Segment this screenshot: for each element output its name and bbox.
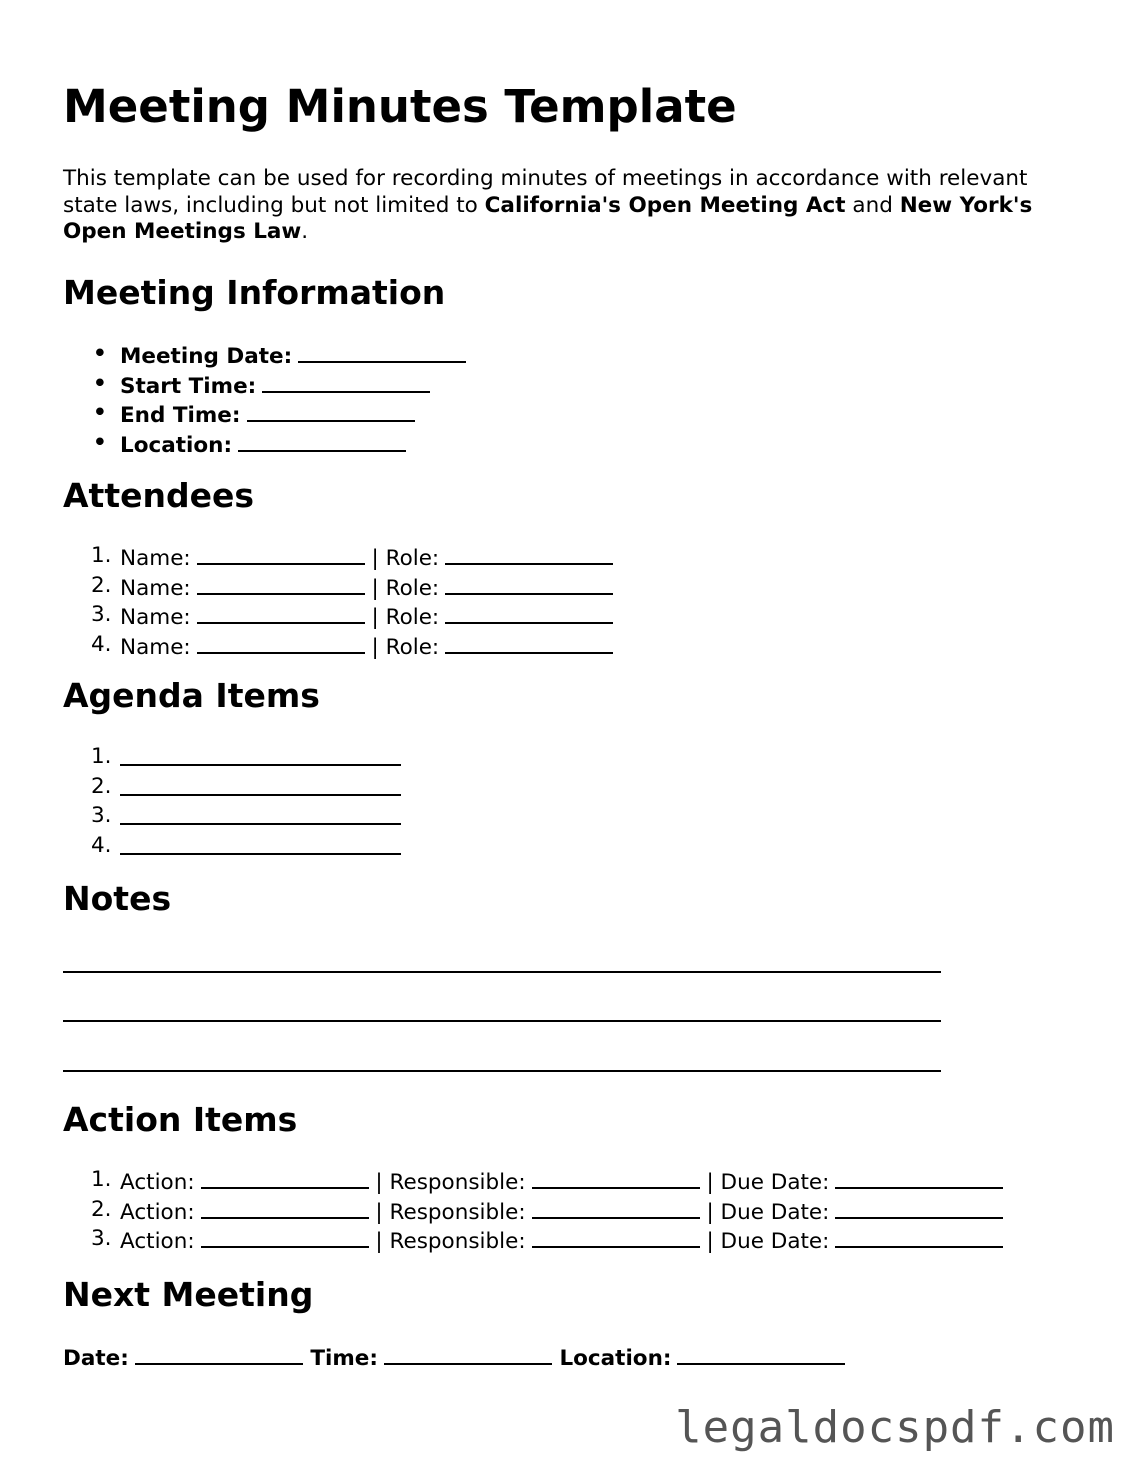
role-label: | Role: [371,546,440,571]
notes-line-3[interactable] [63,1070,941,1072]
item-number: 3. [91,602,112,628]
role-field[interactable] [445,602,613,624]
name-field[interactable] [197,602,365,624]
responsible-field[interactable] [532,1167,700,1189]
action-label: Action: [120,1199,195,1225]
section-heading-notes: Notes [63,879,172,918]
due-date-field[interactable] [835,1167,1003,1189]
item-number: 2. [91,572,112,598]
item-number: 2. [91,773,112,799]
role-label: | Role: [371,605,440,631]
name-label: Name: [120,635,191,661]
list-item [63,543,613,573]
item-number: 4. [91,833,112,859]
intro-text-2: and [845,192,900,218]
start-time-field[interactable] [262,371,430,393]
item-number: 4. [91,632,112,658]
due-date-label: | Due Date: [706,1170,830,1195]
next-date-field[interactable] [135,1343,303,1365]
list-item [63,1197,1003,1227]
next-date-label: Date: [63,1346,129,1371]
section-heading-agenda-items: Agenda Items [63,676,320,715]
action-items-list [63,1167,1003,1256]
agenda-item-field[interactable] [120,774,401,796]
end-time-label: End Time: [120,403,241,429]
list-item [63,803,401,833]
next-time-label: Time: [310,1346,378,1371]
agenda-item-field[interactable] [120,833,401,855]
intro-text-1: This template can be used for recording minutes of meetings in accordance with relevant state laws, including but not limited to [63,166,1028,218]
responsible-field[interactable] [532,1226,700,1248]
section-heading-meeting-information: Meeting Information [63,273,446,312]
notes-line-2[interactable] [63,1020,941,1022]
name-field[interactable] [197,632,365,654]
action-field[interactable] [201,1197,369,1219]
location-field[interactable] [238,430,406,452]
intro-text-3: . [301,219,309,245]
responsible-label: | Responsible: [375,1229,526,1255]
next-location-label: Location: [559,1346,672,1371]
responsible-label: | Responsible: [375,1199,526,1225]
role-field[interactable] [445,632,613,654]
role-label: | Role: [371,575,440,601]
role-label: | Role: [371,635,440,661]
responsible-field[interactable] [532,1197,700,1219]
intro-law-new-york: New York's Open Meetings Law [63,192,1033,245]
due-date-label: | Due Date: [706,1199,830,1225]
list-item [63,400,466,430]
list-item [63,1226,1003,1256]
name-label: Name: [120,605,191,631]
intro-paragraph [63,166,1083,246]
name-label: Name: [120,546,191,571]
list-item [63,774,401,804]
action-field[interactable] [201,1167,369,1189]
list-item [63,833,401,863]
page-title: Meeting Minutes Template [63,80,737,133]
next-location-field[interactable] [677,1343,845,1365]
section-heading-next-meeting: Next Meeting [63,1275,314,1314]
item-number: 1. [91,543,112,568]
role-field[interactable] [445,573,613,595]
list-item [63,341,466,371]
meeting-information-list [63,341,466,460]
agenda-list [63,744,401,863]
due-date-label: | Due Date: [706,1229,830,1255]
item-number: 2. [91,1196,112,1222]
action-label: Action: [120,1229,195,1255]
watermark: legaldocspdf.com [675,1402,1115,1453]
attendees-list [63,543,613,662]
agenda-item-field[interactable] [120,744,401,766]
next-meeting-fields [63,1343,845,1372]
action-field[interactable] [201,1226,369,1248]
name-label: Name: [120,575,191,601]
responsible-label: | Responsible: [375,1170,526,1195]
end-time-field[interactable] [247,400,415,422]
item-number: 3. [91,803,112,829]
notes-line-1[interactable] [63,971,941,973]
list-item [63,1167,1003,1197]
action-label: Action: [120,1170,195,1195]
due-date-field[interactable] [835,1226,1003,1248]
list-item [63,632,613,662]
intro-law-california: California's Open Meeting Act [484,192,846,218]
section-heading-action-items: Action Items [63,1100,298,1139]
meeting-date-label: Meeting Date: [120,344,293,369]
agenda-item-field[interactable] [120,803,401,825]
role-field[interactable] [445,543,613,565]
list-item [63,430,466,460]
list-item [63,573,613,603]
start-time-label: Start Time: [120,373,257,399]
name-field[interactable] [197,543,365,565]
list-item [63,371,466,401]
item-number: 3. [91,1226,112,1252]
section-heading-attendees: Attendees [63,476,254,515]
meeting-date-field[interactable] [298,341,466,363]
due-date-field[interactable] [835,1197,1003,1219]
item-number: 1. [91,744,112,769]
list-item [63,602,613,632]
next-time-field[interactable] [384,1343,552,1365]
name-field[interactable] [197,573,365,595]
location-label: Location: [120,433,233,459]
item-number: 1. [91,1167,112,1192]
list-item [63,744,401,774]
